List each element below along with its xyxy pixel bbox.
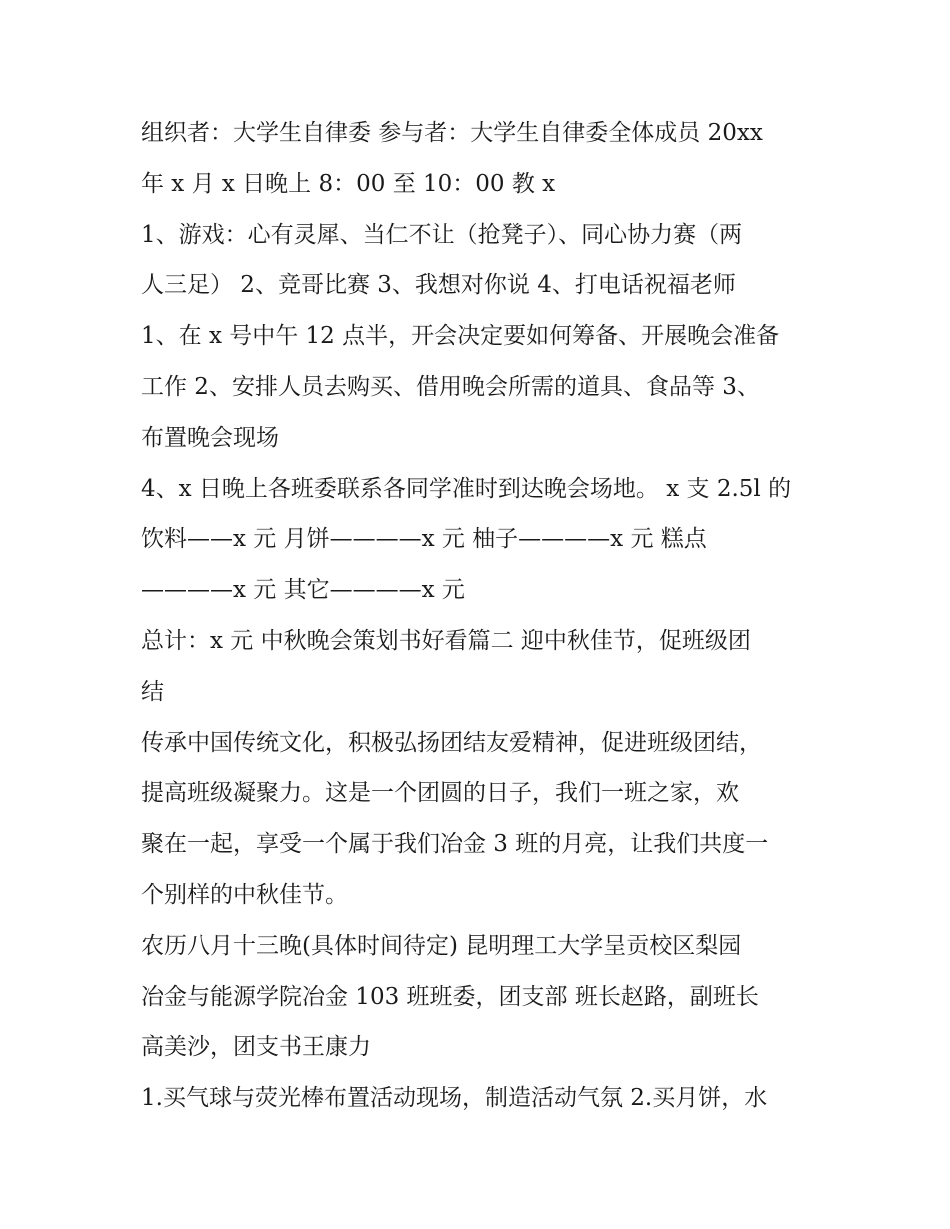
text-line: 人三足） 2、竞哥比赛 3、我想对你说 4、打电话祝福老师 xyxy=(141,272,736,299)
text-line: 个别样的中秋佳节。 xyxy=(141,881,348,908)
text-line: 聚在一起，享受一个属于我们冶金 3 班的月亮，让我们共度一 xyxy=(141,831,769,858)
text-line: 1、游戏：心有灵犀、当仁不让（抢凳子）、同心协力赛（两 xyxy=(141,221,743,248)
text-line: 工作 2、安排人员去购买、借用晚会所需的道具、食品等 3、 xyxy=(141,373,760,400)
text-line: 年 x 月 x 日晚上 8：00 至 10：00 教 x xyxy=(141,170,556,197)
document-body xyxy=(141,108,831,1124)
text-line: 结 xyxy=(141,678,164,705)
text-line: 组织者：大学生自律委 参与者：大学生自律委全体成员 20xx xyxy=(141,120,763,146)
text-line: 1、在 x 号中午 12 点半，开会决定要如何筹备、开展晚会准备 xyxy=(141,323,780,350)
text-line: 高美沙，团支书王康力 xyxy=(141,1034,371,1061)
text-line: 1.买气球与荧光棒布置活动现场，制造活动气氛 2.买月饼，水 xyxy=(141,1085,768,1112)
text-line: 4、x 日晚上各班委联系各同学准时到达晚会场地。 x 支 2.5l 的 xyxy=(141,475,792,502)
text-line: 饮料——x 元 月饼————x 元 柚子————x 元 糕点 xyxy=(141,526,707,553)
text-line: 农历八月十三晚(具体时间待定) 昆明理工大学呈贡校区梨园 xyxy=(141,932,742,959)
text-line: 布置晚会现场 xyxy=(141,424,279,451)
text-line: 传承中国传统文化，积极弘扬团结友爱精神，促进班级团结， xyxy=(141,729,762,756)
text-line: 总计：x 元 中秋晚会策划书好看篇二 迎中秋佳节，促班级团 xyxy=(141,627,751,654)
text-line: ————x 元 其它————x 元 xyxy=(141,577,465,604)
text-line: 提高班级凝聚力。这是一个团圆的日子，我们一班之家，欢 xyxy=(141,780,739,807)
text-line: 冶金与能源学院冶金 103 班班委，团支部 班长赵路，副班长 xyxy=(141,983,759,1010)
